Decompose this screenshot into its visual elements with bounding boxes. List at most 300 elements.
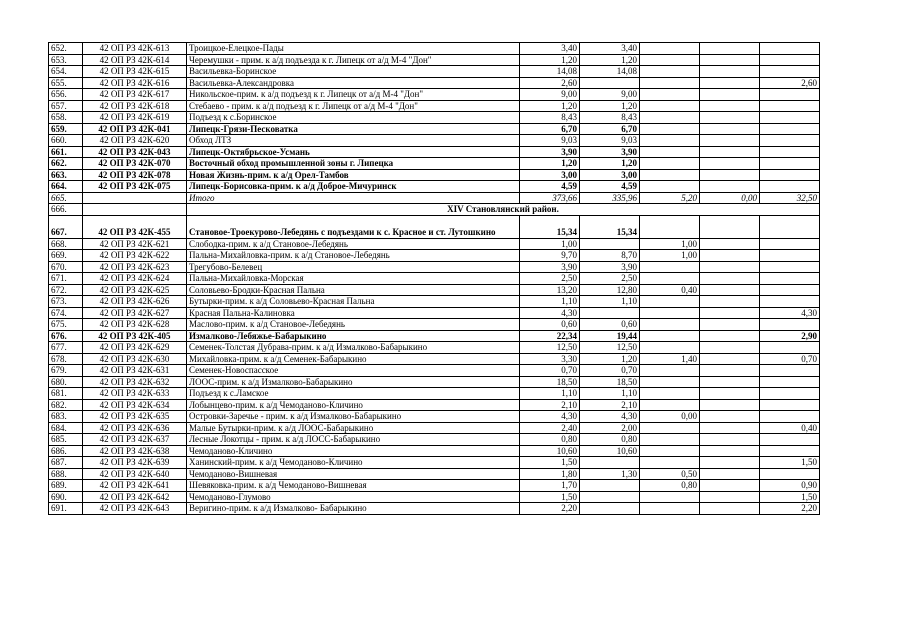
length-col-3: 1,00 [640,250,700,262]
road-code [83,204,187,216]
length-col-2: 1,10 [580,296,640,308]
road-code: 42 ОП РЗ 42К-405 [83,330,187,342]
length-col-4 [700,296,760,308]
table-row [49,457,820,469]
table-row [49,307,820,319]
length-col-3 [640,112,700,124]
road-code: 42 ОП РЗ 42К-043 [83,146,187,158]
length-col-2: 3,90 [580,261,640,273]
road-code: 42 ОП РЗ 42К-623 [83,261,187,273]
length-col-3 [640,146,700,158]
length-col-4 [700,307,760,319]
row-number: 680. [49,376,83,388]
length-col-2: 2,00 [580,422,640,434]
length-col-3 [640,135,700,147]
length-col-5 [760,376,820,388]
length-total: 0,70 [520,365,580,377]
length-total: 3,90 [520,261,580,273]
length-col-3 [640,422,700,434]
road-code: 42 ОП РЗ 42К-616 [83,77,187,89]
length-col-2: 1,20 [580,158,640,170]
road-code: 42 ОП РЗ 42К-631 [83,365,187,377]
length-total: 0,60 [520,319,580,331]
length-col-5 [760,43,820,55]
length-col-4 [700,376,760,388]
road-name: Липецк-Октябрьское-Усмань [187,146,520,158]
table-row [49,169,820,181]
road-code: 42 ОП РЗ 42К-639 [83,457,187,469]
table-row [49,261,820,273]
road-code: 42 ОП РЗ 42К-455 [83,215,187,238]
row-number: 679. [49,365,83,377]
road-name: Соловьево-Бродки-Красная Пальна [187,284,520,296]
table-row [49,422,820,434]
length-col-5 [760,468,820,480]
length-col-5 [760,284,820,296]
length-col-5 [760,238,820,250]
length-col-5 [760,89,820,101]
table-row [49,445,820,457]
length-col-5 [760,296,820,308]
length-col-3: 1,00 [640,238,700,250]
length-total: 4,30 [520,411,580,423]
length-col-3 [640,273,700,285]
length-total: 4,30 [520,307,580,319]
row-number: 653. [49,54,83,66]
length-col-4 [700,457,760,469]
road-name: Становое-Троекурово-Лебедянь с подъездами к с. Красное и ст. Лутошкино [187,215,520,238]
table-row [49,376,820,388]
length-total: 14,08 [520,66,580,78]
length-total: 2,10 [520,399,580,411]
road-name: Пальна-Михайловка-прим. к а/д Становое-Лебедянь [187,250,520,262]
length-col-4 [700,284,760,296]
length-total: 13,20 [520,284,580,296]
length-total: 15,34 [520,215,580,238]
length-col-4 [700,503,760,515]
table-row [49,284,820,296]
length-col-5 [760,112,820,124]
road-name: Васильевка-Боринское [187,66,520,78]
length-col-5 [760,215,820,238]
row-number: 674. [49,307,83,319]
row-number: 652. [49,43,83,55]
length-col-2 [580,238,640,250]
length-col-5: 32,50 [760,192,820,204]
length-total: 3,00 [520,169,580,181]
row-number: 685. [49,434,83,446]
length-total: 1,50 [520,457,580,469]
length-col-5: 1,50 [760,491,820,503]
length-col-4 [700,468,760,480]
length-col-5: 0,90 [760,480,820,492]
length-col-5: 2,60 [760,77,820,89]
length-col-5 [760,66,820,78]
length-col-4 [700,169,760,181]
row-number: 663. [49,169,83,181]
length-col-5 [760,54,820,66]
length-col-4 [700,123,760,135]
length-col-2: 10,60 [580,445,640,457]
length-col-4 [700,250,760,262]
road-name: Семенек-Новоспасское [187,365,520,377]
length-col-2: 4,59 [580,181,640,193]
table-row [49,503,820,515]
length-col-5 [760,169,820,181]
row-number: 681. [49,388,83,400]
row-number: 670. [49,261,83,273]
row-number: 667. [49,215,83,238]
length-col-2: 1,30 [580,468,640,480]
road-name: Черемушки - прим. к а/д подъезда к г. Липецк от а/д М-4 "Дон" [187,54,520,66]
table-row [49,319,820,331]
length-col-5: 2,90 [760,330,820,342]
length-col-5 [760,158,820,170]
length-col-2: 18,50 [580,376,640,388]
row-number: 689. [49,480,83,492]
row-number: 691. [49,503,83,515]
length-col-4 [700,112,760,124]
table-row [49,434,820,446]
table-row [49,399,820,411]
row-number: 671. [49,273,83,285]
length-col-2: 0,80 [580,434,640,446]
row-number: 666. [49,204,83,216]
road-name: Островки-Заречье - прим. к а/д Измалково-Бабарыкино [187,411,520,423]
length-total: 12,50 [520,342,580,354]
road-name: Михайловка-прим. к а/д Семенек-Бабарыкино [187,353,520,365]
road-code: 42 ОП РЗ 42К-640 [83,468,187,480]
length-total: 6,70 [520,123,580,135]
length-col-3 [640,54,700,66]
length-col-3 [640,491,700,503]
row-number: 677. [49,342,83,354]
road-code: 42 ОП РЗ 42К-626 [83,296,187,308]
length-col-4 [700,43,760,55]
road-name: Никольское-прим. к а/д подъезд к г. Липецк от а/д М-4 "Дон" [187,89,520,101]
length-col-4: 0,00 [700,192,760,204]
road-code: 42 ОП РЗ 42К-632 [83,376,187,388]
length-total: 1,70 [520,480,580,492]
length-col-2: 3,90 [580,146,640,158]
road-name: ЛООС-прим. к а/д Измалково-Бабарыкино [187,376,520,388]
table-row [49,89,820,101]
table-row [49,100,820,112]
length-col-5 [760,181,820,193]
length-col-2: 1,10 [580,388,640,400]
length-total: 9,03 [520,135,580,147]
length-col-3 [640,399,700,411]
length-total: 3,40 [520,43,580,55]
length-col-2 [580,503,640,515]
length-col-2: 1,20 [580,54,640,66]
section-title: XIV Становлянский район. [187,204,820,216]
road-name: Липецк-Грязи-Песковатка [187,123,520,135]
length-col-4 [700,215,760,238]
road-name: Красная Пальна-Калиновка [187,307,520,319]
length-total: 1,50 [520,491,580,503]
row-number: 657. [49,100,83,112]
length-col-5 [760,135,820,147]
length-col-2: 8,70 [580,250,640,262]
table-row [49,43,820,55]
length-total: 1,80 [520,468,580,480]
length-total: 1,00 [520,238,580,250]
road-name: Троицкое-Елецкое-Пады [187,43,520,55]
length-col-4 [700,89,760,101]
length-col-2 [580,457,640,469]
road-name: Восточный обход промышленной зоны г. Липецка [187,158,520,170]
length-col-4 [700,135,760,147]
length-total: 3,30 [520,353,580,365]
table-row [49,388,820,400]
road-code: 42 ОП РЗ 42К-621 [83,238,187,250]
length-total: 1,10 [520,296,580,308]
length-total: 4,59 [520,181,580,193]
length-col-2: 0,70 [580,365,640,377]
road-name: Обход ЛТЗ [187,135,520,147]
length-col-4 [700,388,760,400]
length-total: 22,34 [520,330,580,342]
length-col-5 [760,434,820,446]
length-col-2: 12,80 [580,284,640,296]
row-number: 654. [49,66,83,78]
row-number: 662. [49,158,83,170]
length-total: 9,70 [520,250,580,262]
length-col-2: 0,60 [580,319,640,331]
length-col-3: 5,20 [640,192,700,204]
length-col-4 [700,238,760,250]
length-col-2: 2,10 [580,399,640,411]
row-number: 687. [49,457,83,469]
table-row [49,353,820,365]
length-col-5 [760,365,820,377]
row-number: 668. [49,238,83,250]
length-total: 0,80 [520,434,580,446]
table-row [49,296,820,308]
length-col-3 [640,342,700,354]
length-col-3 [640,43,700,55]
length-col-2 [580,77,640,89]
length-col-3 [640,296,700,308]
road-name: Чемоданово-Кличино [187,445,520,457]
road-code: 42 ОП РЗ 42К-638 [83,445,187,457]
road-code: 42 ОП РЗ 42К-636 [83,422,187,434]
table-row [49,181,820,193]
length-col-5 [760,123,820,135]
length-col-3 [640,181,700,193]
table-row [49,468,820,480]
row-number: 678. [49,353,83,365]
road-code: 42 ОП РЗ 42К-627 [83,307,187,319]
length-col-2 [580,307,640,319]
length-col-5: 4,30 [760,307,820,319]
length-col-3 [640,89,700,101]
road-code: 42 ОП РЗ 42К-643 [83,503,187,515]
length-col-2: 4,30 [580,411,640,423]
length-col-4 [700,100,760,112]
row-number: 684. [49,422,83,434]
length-total: 8,43 [520,112,580,124]
road-code [83,192,187,204]
road-code: 42 ОП РЗ 42К-615 [83,66,187,78]
table-row [49,192,820,204]
length-col-4 [700,365,760,377]
length-col-2: 335,96 [580,192,640,204]
road-name: Липецк-Борисовка-прим. к а/д Доброе-Мичуринск [187,181,520,193]
road-name: Маслово-прим. к а/д Становое-Лебедянь [187,319,520,331]
length-col-4 [700,261,760,273]
length-col-5 [760,100,820,112]
length-col-2: 12,50 [580,342,640,354]
length-col-2: 14,08 [580,66,640,78]
road-code: 42 ОП РЗ 42К-630 [83,353,187,365]
length-col-3 [640,100,700,112]
length-col-4 [700,353,760,365]
table-row [49,146,820,158]
length-col-4 [700,480,760,492]
table-row [49,158,820,170]
length-col-2: 1,20 [580,100,640,112]
road-name: Васильевка-Александровка [187,77,520,89]
road-code: 42 ОП РЗ 42К-075 [83,181,187,193]
road-name: Трегубово-Белевец [187,261,520,273]
row-number: 675. [49,319,83,331]
road-code: 42 ОП РЗ 42К-629 [83,342,187,354]
length-col-3 [640,307,700,319]
road-name: Бутырки-прим. к а/д Соловьево-Красная Пальна [187,296,520,308]
road-code: 42 ОП РЗ 42К-614 [83,54,187,66]
length-col-3 [640,503,700,515]
length-col-5: 1,50 [760,457,820,469]
road-name: Лобынцево-прим. к а/д Чемоданово-Кличино [187,399,520,411]
length-col-3 [640,77,700,89]
table-row [49,491,820,503]
road-code: 42 ОП РЗ 42К-637 [83,434,187,446]
row-number: 660. [49,135,83,147]
length-col-5 [760,411,820,423]
table-row [49,480,820,492]
length-col-4 [700,330,760,342]
road-name: Ханинский-прим. к а/д Чемоданово-Кличино [187,457,520,469]
road-name: Семенек-Толстая Дубрава-прим. к а/д Измалково-Бабарыкино [187,342,520,354]
length-col-4 [700,146,760,158]
length-col-5 [760,250,820,262]
length-col-3: 0,80 [640,480,700,492]
road-code: 42 ОП РЗ 42К-624 [83,273,187,285]
length-total: 1,20 [520,100,580,112]
length-col-3 [640,169,700,181]
table-row [49,112,820,124]
road-name: Чемоданово-Глумово [187,491,520,503]
length-col-2: 3,40 [580,43,640,55]
length-col-3 [640,66,700,78]
length-col-5 [760,388,820,400]
road-code: 42 ОП РЗ 42К-619 [83,112,187,124]
row-number: 658. [49,112,83,124]
length-col-4 [700,491,760,503]
length-col-5: 0,40 [760,422,820,434]
length-col-3 [640,158,700,170]
length-col-2: 9,03 [580,135,640,147]
row-number: 673. [49,296,83,308]
table-row [49,273,820,285]
row-number: 665. [49,192,83,204]
length-col-3 [640,261,700,273]
row-number: 683. [49,411,83,423]
road-name: Веригино-прим. к а/д Измалково- Бабарыкино [187,503,520,515]
table-row [49,342,820,354]
length-total: 1,10 [520,388,580,400]
road-code: 42 ОП РЗ 42К-078 [83,169,187,181]
length-col-3 [640,376,700,388]
road-code: 42 ОП РЗ 42К-617 [83,89,187,101]
row-number: 672. [49,284,83,296]
length-col-4 [700,434,760,446]
length-col-5 [760,146,820,158]
table-row [49,54,820,66]
road-name: Пальна-Михайловка-Морская [187,273,520,285]
road-code: 42 ОП РЗ 42К-633 [83,388,187,400]
length-total: 2,60 [520,77,580,89]
length-col-3 [640,215,700,238]
length-col-4 [700,342,760,354]
road-name: Шевяковка-прим. к а/д Чемоданово-Вишневая [187,480,520,492]
road-code: 42 ОП РЗ 42К-613 [83,43,187,55]
row-number: 676. [49,330,83,342]
length-col-2: 2,50 [580,273,640,285]
length-col-3 [640,123,700,135]
road-code: 42 ОП РЗ 42К-642 [83,491,187,503]
length-col-3 [640,365,700,377]
length-col-5 [760,399,820,411]
road-name: Малые Бутырки-прим. к а/д ЛООС-Бабарыкино [187,422,520,434]
road-name: Итого [187,192,520,204]
length-col-2: 1,20 [580,353,640,365]
road-code: 42 ОП РЗ 42К-628 [83,319,187,331]
length-col-2: 9,00 [580,89,640,101]
length-total: 373,66 [520,192,580,204]
length-col-4 [700,411,760,423]
row-number: 686. [49,445,83,457]
length-col-3: 0,50 [640,468,700,480]
length-col-4 [700,399,760,411]
length-col-2: 6,70 [580,123,640,135]
road-code: 42 ОП РЗ 42К-641 [83,480,187,492]
road-code: 42 ОП РЗ 42К-622 [83,250,187,262]
road-code: 42 ОП РЗ 42К-070 [83,158,187,170]
road-register-table [48,42,820,515]
length-total: 1,20 [520,54,580,66]
length-col-4 [700,77,760,89]
length-col-4 [700,445,760,457]
row-number: 656. [49,89,83,101]
length-total: 1,20 [520,158,580,170]
length-col-3 [640,434,700,446]
table-row [49,238,820,250]
row-number: 659. [49,123,83,135]
table-row [49,77,820,89]
length-total: 2,40 [520,422,580,434]
length-col-5: 0,70 [760,353,820,365]
length-col-4 [700,422,760,434]
table-row [49,123,820,135]
length-col-4 [700,181,760,193]
table-row [49,135,820,147]
length-total: 10,60 [520,445,580,457]
length-col-3: 1,40 [640,353,700,365]
length-col-5 [760,342,820,354]
